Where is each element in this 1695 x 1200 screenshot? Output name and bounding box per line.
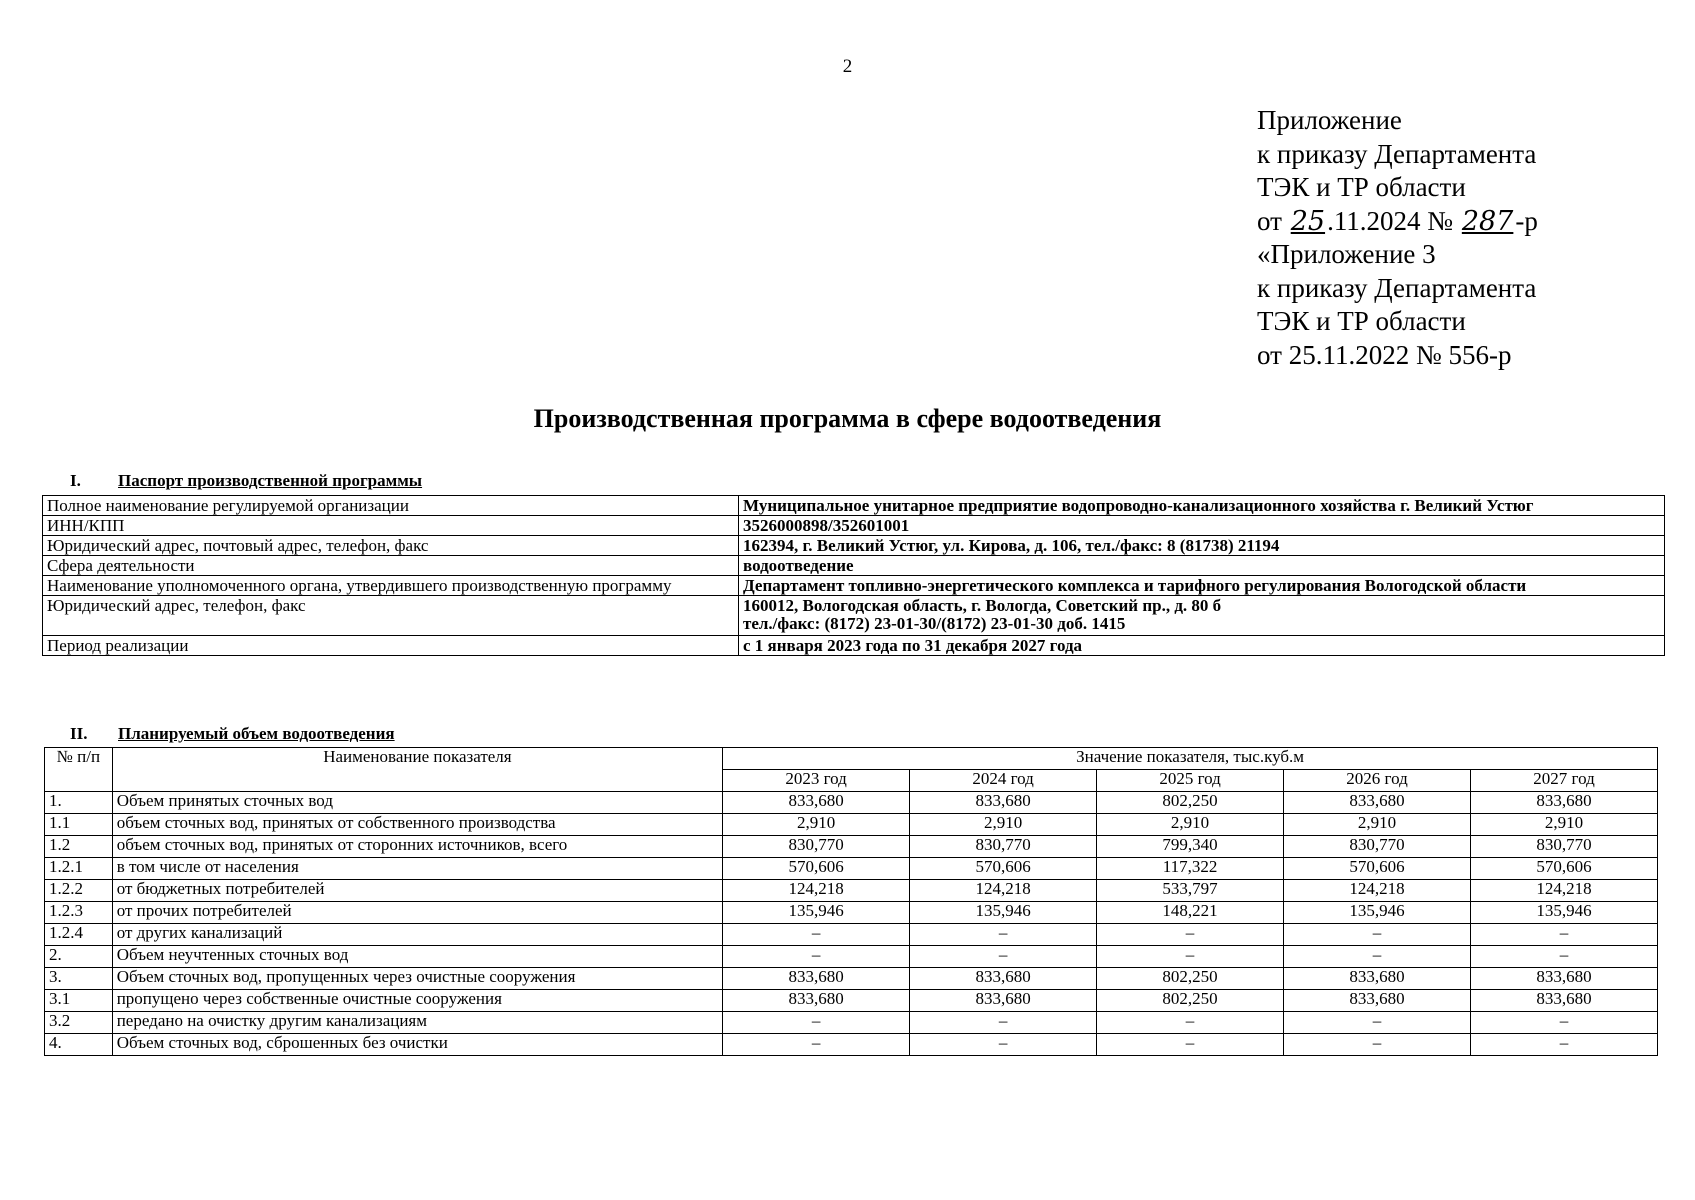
value-cell: 117,322 [1097,858,1284,880]
row-number: 1.2.1 [45,858,113,880]
value-cell: 570,606 [1471,858,1658,880]
row-number: 3.1 [45,990,113,1012]
passport-value: с 1 января 2023 года по 31 декабря 2027 года [739,636,1665,656]
document-title: Производственная программа в сфере водоотведения [533,404,1162,433]
passport-label: Сфера деятельности [43,556,739,576]
handwritten-day: 25 [1290,205,1326,237]
value-cell: – [1097,946,1284,968]
appendix-line: «Приложение 3 [1257,239,1436,269]
passport-value-multiline [739,596,1665,636]
value-cell: 124,218 [1471,880,1658,902]
row-name: Объем сточных вод, пропущенных через очистные сооружения [112,968,722,990]
value-cell: 802,250 [1097,792,1284,814]
row-name: объем сточных вод, принятых от собственного производства [112,814,722,836]
header-year: 2026 год [1284,770,1471,792]
value-cell: – [1471,1012,1658,1034]
table-row [45,924,1658,946]
row-name: в том числе от населения [112,858,722,880]
handwritten-number: 287 [1461,205,1514,237]
passport-value: водоотведение [739,556,1665,576]
volume-table [44,747,1658,1056]
value-cell: 2,910 [1097,814,1284,836]
value-cell: 802,250 [1097,968,1284,990]
header-year: 2024 год [910,770,1097,792]
row-name: от бюджетных потребителей [112,880,722,902]
table-row [45,946,1658,968]
appendix-line: от 25.11.2022 № 556-р [1257,339,1512,370]
row-number: 1. [45,792,113,814]
row-number: 1.2.4 [45,924,113,946]
page-number: 2 [842,56,853,77]
table-row [45,814,1658,836]
value-cell: – [910,1012,1097,1034]
value-cell: – [1284,946,1471,968]
header-year: 2027 год [1471,770,1658,792]
row-number: 3.2 [45,1012,113,1034]
table-row [45,990,1658,1012]
value-cell: – [910,946,1097,968]
value-cell: – [723,1012,910,1034]
section1-title: Паспорт производственной программы [118,471,423,490]
passport-label: Юридический адрес, почтовый адрес, телефон, факс [43,536,739,556]
value-cell: 833,680 [723,968,910,990]
value-cell: 124,218 [1284,880,1471,902]
value-cell: 833,680 [1284,968,1471,990]
row-number: 1.2.2 [45,880,113,902]
appendix-block [1257,104,1538,372]
value-cell: 833,680 [910,990,1097,1012]
value-cell: – [1471,924,1658,946]
section2-title: Планируемый объем водоотведения [118,724,395,743]
passport-row [43,536,1665,556]
value-cell: 833,680 [723,792,910,814]
order-prefix: от [1257,205,1289,236]
row-number: 4. [45,1034,113,1056]
passport-row [43,576,1665,596]
row-name: Объем сточных вод, сброшенных без очистки [112,1034,722,1056]
passport-row [43,556,1665,576]
appendix-line: ТЭК и ТР области [1257,306,1466,336]
value-cell: 135,946 [1284,902,1471,924]
section1-heading [42,471,422,491]
value-cell: 833,680 [1471,968,1658,990]
order-date: .11.2024 № [1327,205,1460,236]
value-cell: 135,946 [723,902,910,924]
section2-number: II. [70,724,88,743]
row-name: пропущено через собственные очистные сооружения [112,990,722,1012]
row-name: передано на очистку другим канализациям [112,1012,722,1034]
value-cell: – [1471,946,1658,968]
value-cell: – [723,1034,910,1056]
row-number: 1.2 [45,836,113,858]
value-cell: 833,680 [1284,792,1471,814]
volume-header-row [45,748,1658,770]
passport-value: Муниципальное унитарное предприятие водопроводно-канализационного хозяйства г. Великий Устюг [739,496,1665,516]
passport-value: Департамент топливно-энергетического комплекса и тарифного регулирования Вологодской области [739,576,1665,596]
value-cell: 2,910 [1284,814,1471,836]
value-cell: 2,910 [910,814,1097,836]
value-cell: 135,946 [910,902,1097,924]
value-cell: 830,770 [723,836,910,858]
value-cell: 135,946 [1471,902,1658,924]
value-cell: 833,680 [723,990,910,1012]
value-cell: 124,218 [723,880,910,902]
passport-label: Полное наименование регулируемой организации [43,496,739,516]
row-number: 1.1 [45,814,113,836]
value-cell: – [1097,1034,1284,1056]
appendix-line: Приложение [1257,105,1402,135]
passport-label: Юридический адрес, телефон, факс [43,596,739,636]
table-row [45,836,1658,858]
header-indicator-name: Наименование показателя [112,748,722,792]
value-cell: 570,606 [723,858,910,880]
value-cell: – [1097,924,1284,946]
value-cell: 833,680 [1471,990,1658,1012]
section2-heading [42,724,395,744]
value-cell: 570,606 [1284,858,1471,880]
passport-row [43,496,1665,516]
passport-label: ИНН/КПП [43,516,739,536]
row-number: 3. [45,968,113,990]
value-cell: – [723,924,910,946]
passport-value: 162394, г. Великий Устюг, ул. Кирова, д. 106, тел./факс: 8 (81738) 21194 [739,536,1665,556]
passport-label: Наименование уполномоченного органа, утвердившего производственную программу [43,576,739,596]
value-cell: 148,221 [1097,902,1284,924]
header-year: 2025 год [1097,770,1284,792]
row-name: Объем неучтенных сточных вод [112,946,722,968]
order-suffix: -р [1515,205,1538,236]
value-cell: 2,910 [723,814,910,836]
table-row [45,968,1658,990]
value-cell: 124,218 [910,880,1097,902]
value-cell: – [1284,924,1471,946]
value-cell: – [1471,1034,1658,1056]
value-cell: – [910,924,1097,946]
value-cell: – [1284,1012,1471,1034]
passport-row [43,516,1665,536]
passport-address-line: 160012, Вологодская область, г. Вологда, Советский пр., д. 80 б [743,596,1222,615]
value-cell: 2,910 [1471,814,1658,836]
value-cell: 570,606 [910,858,1097,880]
value-cell: 833,680 [1284,990,1471,1012]
passport-value: 3526000898/352601001 [739,516,1665,536]
appendix-line: к приказу Департамента [1257,138,1537,169]
row-name: объем сточных вод, принятых от сторонних источников, всего [112,836,722,858]
passport-label: Период реализации [43,636,739,656]
row-number: 2. [45,946,113,968]
table-row [45,792,1658,814]
value-cell: 802,250 [1097,990,1284,1012]
appendix-line: к приказу Департамента [1257,272,1537,303]
header-value: Значение показателя, тыс.куб.м [723,748,1658,770]
passport-phone-line: тел./факс: (8172) 23-01-30/(8172) 23-01-30 доб. 1415 [743,614,1126,633]
header-number: № п/п [45,748,113,792]
row-name: от других канализаций [112,924,722,946]
table-row [45,880,1658,902]
header-year: 2023 год [723,770,910,792]
row-name: Объем принятых сточных вод [112,792,722,814]
value-cell: – [723,946,910,968]
value-cell: – [1097,1012,1284,1034]
table-row [45,858,1658,880]
section1-number: I. [70,471,81,490]
appendix-order-line [1257,205,1538,239]
value-cell: 830,770 [910,836,1097,858]
value-cell: – [910,1034,1097,1056]
table-row [45,902,1658,924]
table-row [45,1012,1658,1034]
appendix-line: ТЭК и ТР области [1257,172,1466,202]
value-cell: 533,797 [1097,880,1284,902]
value-cell: 833,680 [910,968,1097,990]
passport-row [43,636,1665,656]
value-cell: 830,770 [1284,836,1471,858]
table-row [45,1034,1658,1056]
passport-row [43,596,1665,636]
value-cell: 830,770 [1471,836,1658,858]
value-cell: 833,680 [1471,792,1658,814]
value-cell: 833,680 [910,792,1097,814]
row-name: от прочих потребителей [112,902,722,924]
value-cell: 799,340 [1097,836,1284,858]
value-cell: – [1284,1034,1471,1056]
row-number: 1.2.3 [45,902,113,924]
passport-table [42,495,1665,656]
